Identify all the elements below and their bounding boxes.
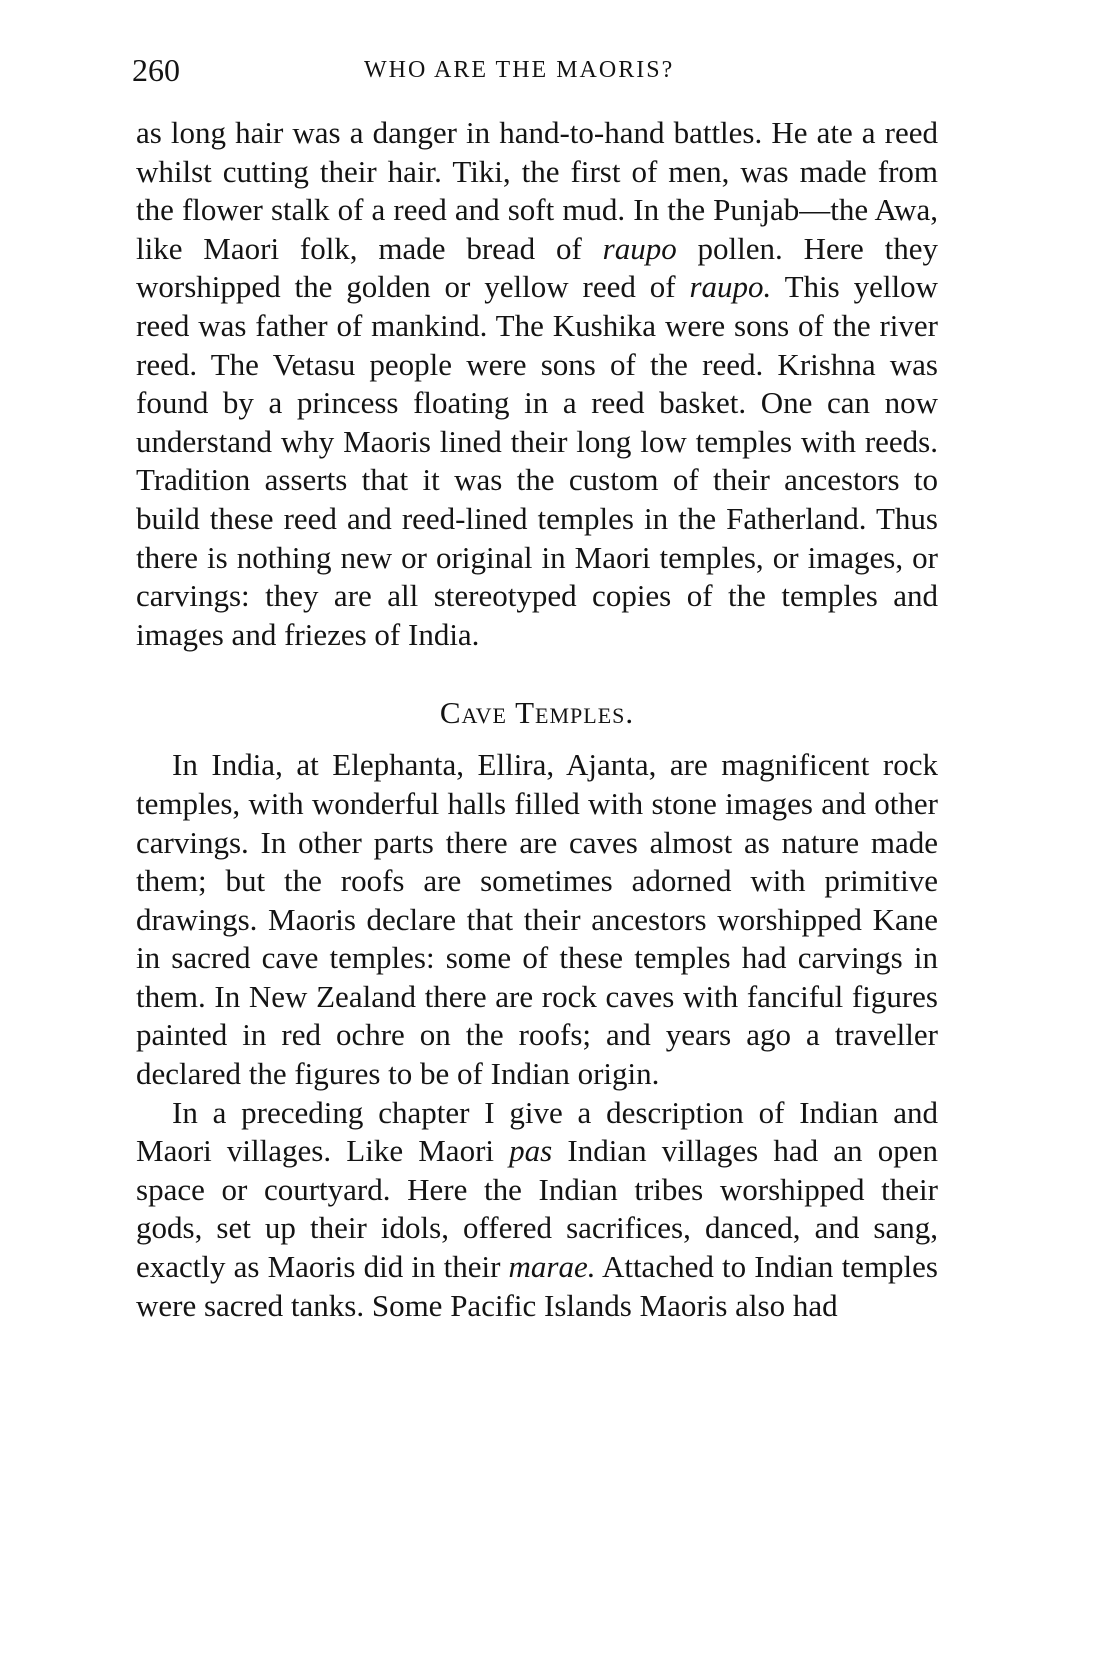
paragraph-1-italic-raupo-2: raupo.: [689, 269, 772, 305]
paragraph-3: [136, 1094, 938, 1326]
paragraph-3-text-c: Attached to Indian temples were sacred tanks. Some Pacific Islands Maoris also had: [136, 1249, 938, 1323]
paragraph-1-text-b: pollen. Here they worshipped the golden or yellow reed of: [136, 230, 938, 305]
paragraph-3-text-a: In a preceding chapter I give a description of Indian and Maori villages. Like Maori: [136, 1094, 938, 1169]
running-title: WHO ARE THE MAORIS?: [364, 57, 675, 83]
paragraph-1-text-a: as long hair was a danger in hand-to-hand battles. He ate a reed whilst cutting their hair. Tiki, the first of men, was made from the flower stalk of a reed and soft mud. In the Punjab—the Awa, like Maori folk, made bread of: [136, 115, 938, 266]
running-head: [132, 48, 938, 92]
paragraph-2: In India, at Elephanta, Ellira, Ajanta, are magnificent rock temples, with wonderful halls filled with stone images and other carvings. In other parts there are caves almost as nature made them; but the roofs are sometimes adorned with primitive drawings. Maoris declare that their ancestors worshipped Kane in sacred cave temples: some of these temples had carvings in them. In New Zealand there are rock caves with fanciful figures painted in red ochre on the roofs; and years ago a traveller declared the figures to be of Indian origin.: [136, 747, 938, 1092]
paragraph-3-italic-marae: marae.: [508, 1249, 596, 1285]
paragraph-1-text-c: This yellow reed was father of mankind. The Kushika were sons of the river reed. The Vetasu people were sons of the reed. Krishna was found by a princess floating in a reed basket. One can now understand why Maoris lined their long low temples with reeds. Tradition asserts that it was the custom of their ancestors to build these reed and reed-lined temples in the Fatherland. Thus there is nothing new or original in Maori temples, or images, or carvings: they are all stereotyped copies of the temples and images and friezes of India.: [136, 269, 938, 652]
body-text: [136, 114, 938, 1325]
section-heading: Cave Temples.: [439, 695, 635, 731]
paragraph-1: [136, 114, 938, 654]
paragraph-1-italic-raupo: raupo: [602, 230, 677, 266]
book-page: [132, 48, 938, 1325]
paragraph-3-italic-pas: pas: [509, 1133, 553, 1169]
page-number: 260: [132, 52, 180, 88]
paragraph-3-text-b: Indian villages had an open space or courtyard. Here the Indian tribes worshipped their gods, set up their idols, offered sacrifices, danced, and sang, exactly as Maoris did in their: [136, 1133, 938, 1285]
